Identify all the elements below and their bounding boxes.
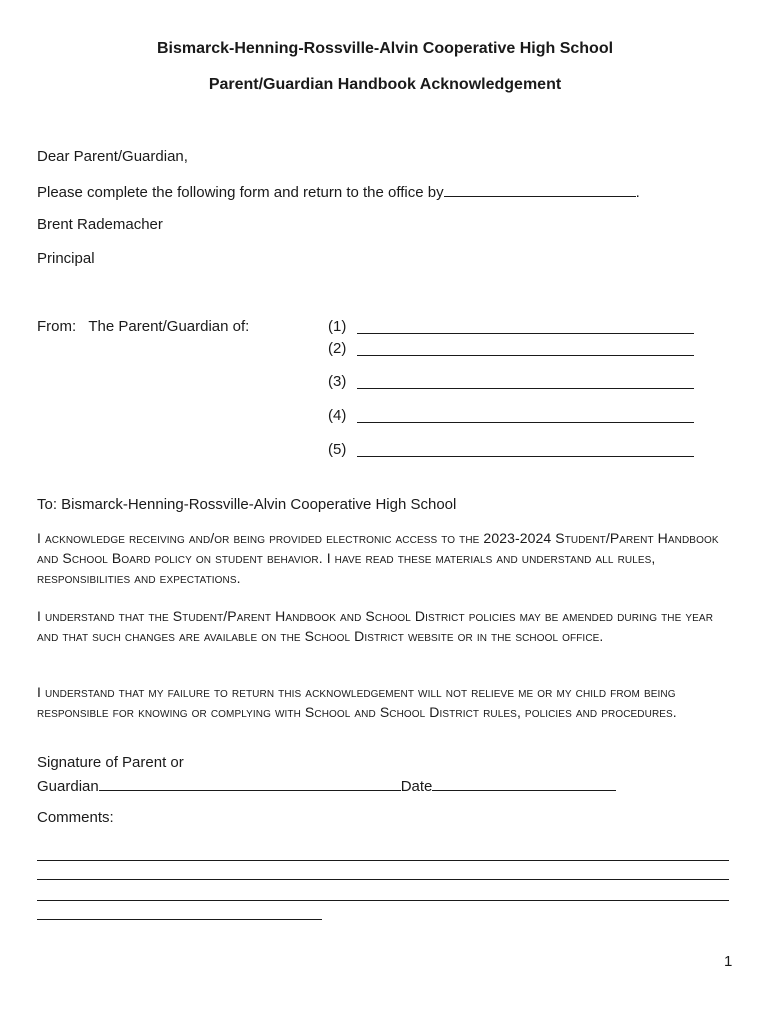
instruction-line bbox=[37, 182, 640, 201]
comments-label: Comments: bbox=[37, 809, 114, 826]
child-3-label: (3) bbox=[328, 373, 347, 390]
child-4-label: (4) bbox=[328, 407, 347, 424]
signature-field[interactable] bbox=[99, 776, 401, 791]
return-date-field[interactable] bbox=[444, 182, 636, 197]
acknowledge-paragraph-2: I understand that the Student/Parent Handbook and School District policies may be amended during the year and that such changes are available on the School District website or in the school office. bbox=[37, 608, 714, 644]
school-title: Bismarck-Henning-Rossville-Alvin Cooperative High School bbox=[156, 40, 614, 57]
comment-line-3[interactable] bbox=[37, 900, 729, 901]
child-1-label: (1) bbox=[328, 318, 347, 335]
signer-name: Brent Rademacher bbox=[37, 216, 163, 233]
guardian-label: Guardian bbox=[37, 778, 99, 795]
child-5-label: (5) bbox=[328, 441, 347, 458]
document-title: Parent/Guardian Handbook Acknowledgement bbox=[208, 76, 562, 93]
child-1-field[interactable] bbox=[357, 333, 694, 334]
from-label: From: The Parent/Guardian of: bbox=[37, 318, 250, 335]
acknowledge-paragraph-1: I acknowledge receiving and/or being provided electronic access to the 2023-2024 Student/Parent Handbook and School Board policy on student behavior. I have read these materials and understand all rules, responsibilities and expectations. bbox=[37, 530, 719, 586]
instruction-text: Please complete the following form and return to the office by bbox=[37, 184, 444, 201]
date-field[interactable] bbox=[432, 776, 616, 791]
acknowledge-paragraph-3: I understand that my failure to return this acknowledgement will not relieve me or my child from being responsible for knowing or complying with School and School District rules, policies and procedures. bbox=[37, 684, 677, 720]
child-2-label: (2) bbox=[328, 340, 347, 357]
signature-label: Signature of Parent or bbox=[37, 754, 184, 771]
comment-line-4[interactable] bbox=[37, 919, 322, 920]
date-label: Date bbox=[400, 778, 433, 795]
child-5-field[interactable] bbox=[357, 456, 694, 457]
comment-line-1[interactable] bbox=[37, 860, 729, 861]
comment-line-2[interactable] bbox=[37, 879, 729, 880]
signature-line bbox=[37, 776, 616, 795]
page-number: 1 bbox=[724, 953, 733, 970]
child-3-field[interactable] bbox=[357, 388, 694, 389]
greeting: Dear Parent/Guardian, bbox=[37, 148, 188, 165]
to-line: To: Bismarck-Henning-Rossville-Alvin Cooperative High School bbox=[37, 496, 457, 513]
signer-title: Principal bbox=[37, 250, 95, 267]
child-2-field[interactable] bbox=[357, 355, 694, 356]
child-4-field[interactable] bbox=[357, 422, 694, 423]
instruction-period: . bbox=[635, 184, 640, 201]
